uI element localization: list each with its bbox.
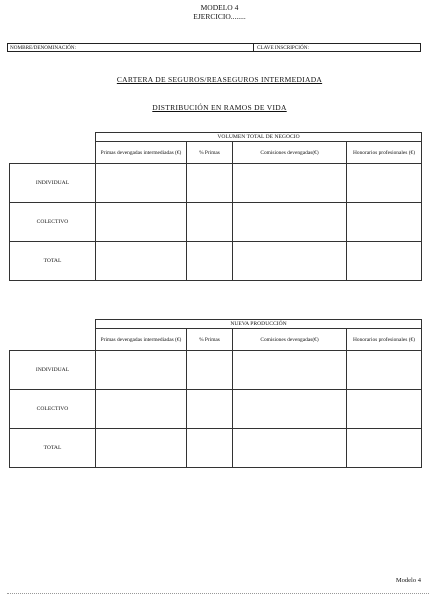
fiscal-year-label: EJERCICIO........ [193, 12, 246, 21]
column-header-primas: Primas devengadas intermediadas (€) [96, 329, 187, 351]
column-header-pct-primas: % Primas [187, 142, 233, 164]
input-cell[interactable] [347, 351, 422, 390]
footer-divider [7, 593, 429, 594]
input-cell[interactable] [233, 390, 347, 429]
column-header-primas: Primas devengadas intermediadas (€) [96, 142, 187, 164]
table-row [10, 203, 422, 242]
input-cell[interactable] [347, 390, 422, 429]
input-cell[interactable] [96, 164, 187, 203]
input-cell[interactable] [187, 242, 233, 281]
input-cell[interactable] [347, 429, 422, 468]
row-label-colectivo: COLECTIVO [10, 390, 96, 429]
page-title: CARTERA DE SEGUROS/REASEGUROS INTERMEDIADA [116, 75, 323, 84]
input-cell[interactable] [233, 351, 347, 390]
column-header-honorarios: Honorarios profesionales (€) [347, 142, 422, 164]
business-volume-table [9, 132, 422, 281]
table-row [10, 242, 422, 281]
row-label-individual: INDIVIDUAL [10, 351, 96, 390]
input-cell[interactable] [347, 164, 422, 203]
table-group-header: NUEVA PRODUCCIÓN [96, 320, 422, 329]
input-cell[interactable] [96, 203, 187, 242]
column-header-honorarios: Honorarios profesionales (€) [347, 329, 422, 351]
column-header-pct-primas: % Primas [187, 329, 233, 351]
row-label-total: TOTAL [10, 242, 96, 281]
column-header-comisiones: Comisiones devengadas(€) [233, 142, 347, 164]
input-cell[interactable] [187, 164, 233, 203]
input-cell[interactable] [233, 164, 347, 203]
input-cell[interactable] [96, 351, 187, 390]
form-model-label: MODELO 4 [200, 3, 239, 12]
name-field-label: NOMBRE/DENOMINACIÓN: [10, 45, 76, 51]
registration-key-label: CLAVE INSCRIPCIÓN: [257, 45, 309, 51]
table-group-header: VOLUMEN TOTAL DE NEGOCIO [96, 133, 422, 142]
input-cell[interactable] [347, 203, 422, 242]
input-cell[interactable] [187, 351, 233, 390]
input-cell[interactable] [187, 390, 233, 429]
input-cell[interactable] [233, 429, 347, 468]
identification-row [7, 43, 421, 52]
input-cell[interactable] [96, 429, 187, 468]
input-cell[interactable] [347, 242, 422, 281]
footer-model-label: Modelo 4 [395, 577, 421, 584]
input-cell[interactable] [96, 242, 187, 281]
row-label-total: TOTAL [10, 429, 96, 468]
table-row [10, 390, 422, 429]
input-cell[interactable] [187, 429, 233, 468]
new-production-table [9, 319, 422, 468]
field-divider [253, 44, 254, 51]
input-cell[interactable] [187, 203, 233, 242]
row-label-colectivo: COLECTIVO [10, 203, 96, 242]
page-subtitle: DISTRIBUCIÓN EN RAMOS DE VIDA [152, 103, 287, 112]
input-cell[interactable] [233, 242, 347, 281]
table-row [10, 429, 422, 468]
input-cell[interactable] [233, 203, 347, 242]
column-header-comisiones: Comisiones devengadas(€) [233, 329, 347, 351]
input-cell[interactable] [96, 390, 187, 429]
table-row [10, 164, 422, 203]
row-label-individual: INDIVIDUAL [10, 164, 96, 203]
table-row [10, 351, 422, 390]
